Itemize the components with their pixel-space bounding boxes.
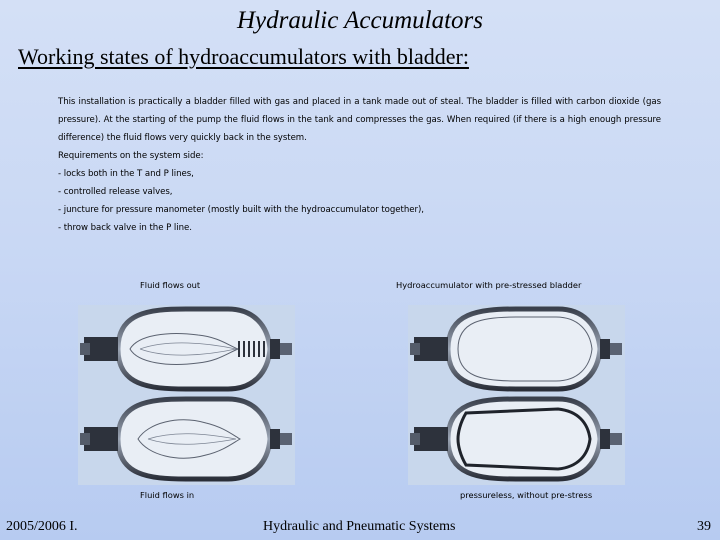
slide-title: Hydraulic Accumulators [236,7,484,34]
figure-bladder-left [78,305,295,485]
figure-bladder-right [408,305,625,485]
caption-fluid-out: Fluid flows out [140,280,201,290]
accumulator-drawing-left [78,305,295,485]
requirement-item: - locks both in the T and P lines, [58,169,194,179]
vessel-bottom-left [80,399,292,479]
requirement-item: - controlled release valves, [58,187,173,197]
requirement-item: - throw back valve in the P line. [58,223,192,233]
footer-course: Hydraulic and Pneumatic Systems [263,519,456,534]
accumulator-drawing-right [408,305,625,485]
requirement-item: - juncture for pressure manometer (mostly built with the hydroaccumulator together), [58,205,424,215]
body-text [58,93,661,237]
vessel-top-left [80,309,292,389]
caption-pressureless: pressureless, without pre-stress [460,490,593,500]
caption-pre-stressed: Hydroaccumulator with pre-stressed bladder [396,280,582,290]
vessel-top-right [410,309,622,389]
slide-subtitle: Working states of hydroaccumulators with bladder: [18,44,469,69]
vessel-bottom-right [410,399,622,479]
requirements-heading: Requirements on the system side: [58,151,204,161]
page-number: 39 [697,519,711,534]
intro-paragraph: This installation is practically a bladder filled with gas and placed in a tank made out of steal. The bladder is filled with carbon dioxide (gas pressure). At the starting of the pump the fluid flows in the tank and compresses the gas. When required (if there is a high enough pressure difference) the fluid flows very quickly back in the system. [58,97,661,143]
footer-term: 2005/2006 I. [6,519,78,534]
caption-fluid-in: Fluid flows in [140,490,195,500]
